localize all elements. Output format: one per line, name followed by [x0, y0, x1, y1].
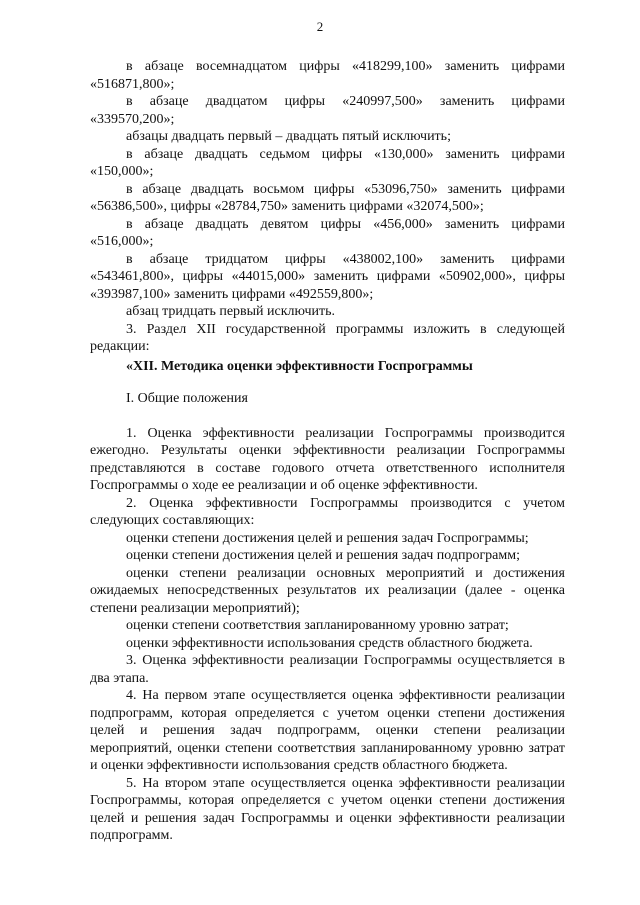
- paragraph: в абзаце двадцать восьмом цифры «53096,750» заменить цифрами «56386,500», цифры «28784,750» заменить цифрами «32074,500»;: [90, 181, 565, 214]
- body-paragraph: 2. Оценка эффективности Госпрограммы производится с учетом следующих составляющих:: [90, 495, 565, 528]
- section-heading: «XII. Методика оценки эффективности Госпрограммы: [126, 358, 473, 374]
- paragraph: в абзаце тридцатом цифры «438002,100» заменить цифрами «543461,800», цифры «44015,000» заменить цифрами «50902,000», цифры «393987,100» заменить цифрами «492559,800»;: [90, 251, 565, 302]
- body-paragraph: оценки степени достижения целей и решения задач подпрограмм;: [126, 548, 521, 563]
- paragraph: абзац тридцать первый исключить.: [126, 304, 335, 319]
- page-number: 2: [316, 19, 324, 34]
- paragraph: в абзаце двадцатом цифры «240997,500» заменить цифрами «339570,200»;: [90, 94, 565, 127]
- body-paragraph: 3. Оценка эффективности реализации Госпрограммы осуществляется в два этапа.: [90, 653, 565, 686]
- subsection-heading: I. Общие положения: [126, 391, 248, 406]
- body-paragraph: оценки степени достижения целей и решения задач Госпрограммы;: [126, 530, 529, 546]
- body-paragraph: 1. Оценка эффективности реализации Госпрограммы производится ежегодно. Результаты оценки эффективности реализации Госпрограммы представляются в составе годового отчета ответственного исполнителя Госпрограммы о ходе ее реализации и об оценке эффективности.: [90, 425, 565, 493]
- paragraph: абзацы двадцать первый – двадцать пятый исключить;: [126, 129, 451, 144]
- document-body: [90, 58, 565, 845]
- paragraph: в абзаце двадцать девятом цифры «456,000» заменить цифрами «516,000»;: [90, 216, 565, 249]
- body-paragraph: оценки степени реализации основных мероприятий и достижения ожидаемых непосредственных результатов их реализации (далее - оценка степени реализации мероприятий);: [90, 565, 565, 616]
- body-paragraph: 4. На первом этапе осуществляется оценка эффективности реализации подпрограмм, которая определяется с учетом оценки степени достижения целей и решения задач подпрограмм, оценки степени реализации мероприятий, оценки степени соответствия запланированному уровню затрат и оценки эффективности использования средств областного бюджета.: [90, 688, 565, 773]
- paragraph: в абзаце восемнадцатом цифры «418299,100» заменить цифрами «516871,800»;: [90, 59, 565, 92]
- body-paragraph: оценки степени соответствия запланированному уровню затрат;: [126, 618, 509, 633]
- paragraph: 3. Раздел XII государственной программы изложить в следующей редакции:: [90, 321, 565, 354]
- body-paragraph: оценки эффективности использования средств областного бюджета.: [126, 635, 533, 651]
- body-paragraph: 5. На втором этапе осуществляется оценка эффективности реализации Госпрограммы, которая определяется с учетом оценки степени достижения целей и решения задач Госпрограммы и оценки эффективности реализации подпрограмм.: [90, 775, 565, 843]
- paragraph: в абзаце двадцать седьмом цифры «130,000» заменить цифрами «150,000»;: [90, 146, 565, 179]
